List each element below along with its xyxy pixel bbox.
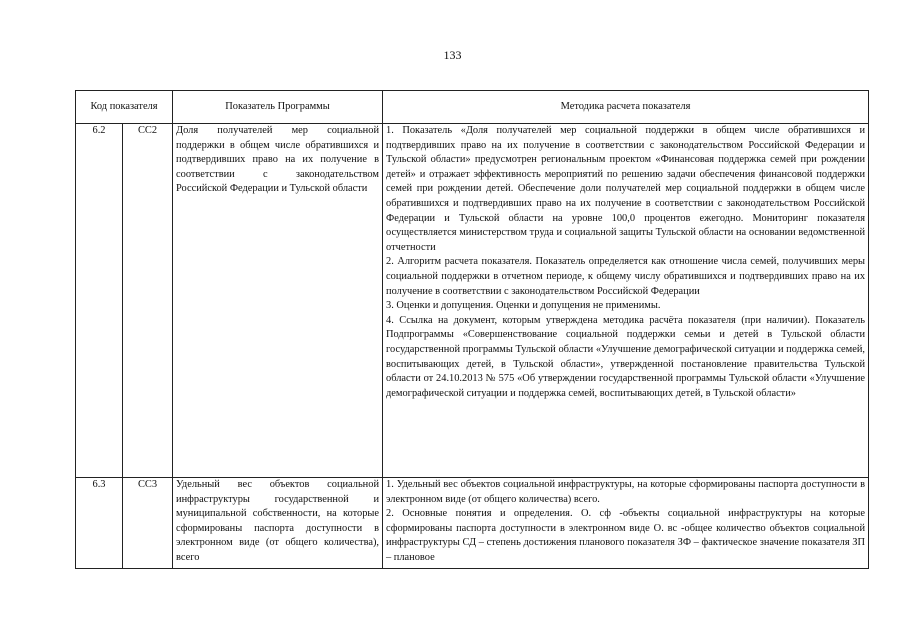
table-row xyxy=(76,124,869,478)
indicator-code: СС3 xyxy=(123,478,173,569)
method-paragraph: 2. Основные понятия и определения. О. сф -объекты социальной инфраструктуры на которые сформированы паспорта доступности в электронном виде О. вс -общее количество объектов социальной инфраструктуры СД – степень достижения планового показателя ЗФ – фактическое значение показателя ЗП – плановое xyxy=(386,508,866,563)
method-paragraph: 1. Удельный вес объектов социальной инфраструктуры, на которые сформированы паспорта доступности в электронном виде (от общего количества) всего. xyxy=(386,479,866,505)
indicator-code: СС2 xyxy=(123,124,173,478)
table-row xyxy=(76,478,869,569)
method-cell xyxy=(383,478,869,569)
header-code: Код показателя xyxy=(76,91,173,124)
indicator-number: 6.2 xyxy=(76,124,123,478)
indicator-name: Доля получателей мер социальной поддержки в общем числе обратившихся и подтвердивших право на их получение в соответствии с законодательством Российской Федерации и Тульской области xyxy=(173,124,383,478)
table-header-row xyxy=(76,91,869,124)
method-cell xyxy=(383,124,869,478)
header-method: Методика расчета показателя xyxy=(383,91,869,124)
method-paragraph: 3. Оценки и допущения. Оценки и допущения не применимы. xyxy=(386,300,661,312)
page-number: 133 xyxy=(443,48,462,62)
indicator-table xyxy=(75,90,869,569)
indicator-number: 6.3 xyxy=(76,478,123,569)
indicator-name: Удельный вес объектов социальной инфраструктуры государственной и муниципальной собственности, на которые сформированы паспорта доступности в электронном виде (от общего количества), всего xyxy=(173,478,383,569)
header-indicator: Показатель Программы xyxy=(173,91,383,124)
method-paragraph: 1. Показатель «Доля получателей мер социальной поддержки в общем числе обратившихся и подтвердивших право на их получение в соответствии с законодательством Российской Федерации и Тульской области» предусмотрен региональным проектом «Финансовая поддержка семей при рождении детей» и отражает эффективность мероприятий по решению задачи обеспечения финансовой поддержки семей при рождении детей. Обеспечение доли получателей мер социальной поддержки в общем числе обратившихся и подтвердивших право на их получение в соответствии с законодательством Российской Федерации и Тульской области на уровне 100,0 процентов ежегодно. Мониторинг показателя осуществляется министерством труда и социальной защиты Тульской области на основании ведомственной отчетности xyxy=(386,125,866,253)
method-paragraph: 4. Ссылка на документ, которым утверждена методика расчёта показателя (при наличии). Показатель Подпрограммы «Совершенствование социальной поддержки семьи и детей в Тульской области государственной программы Тульской области «Улучшение демографической ситуации и поддержка семей, воспитывающих детей, в Тульской области», утвержденной постановление правительства Тульской области от 24.10.2013 № 575 «Об утверждении государственной программы Тульской области «Улучшение демографической ситуации и поддержка семей, воспитывающих детей, в Тульской области» xyxy=(386,314,866,399)
method-paragraph: 2. Алгоритм расчета показателя. Показатель определяется как отношение числа семей, получивших меры социальной поддержки в отчетном периоде, к общему числу обратившихся и подтвердивших право на их получение в соответствии с законодательством Российской Федерации xyxy=(386,256,866,297)
